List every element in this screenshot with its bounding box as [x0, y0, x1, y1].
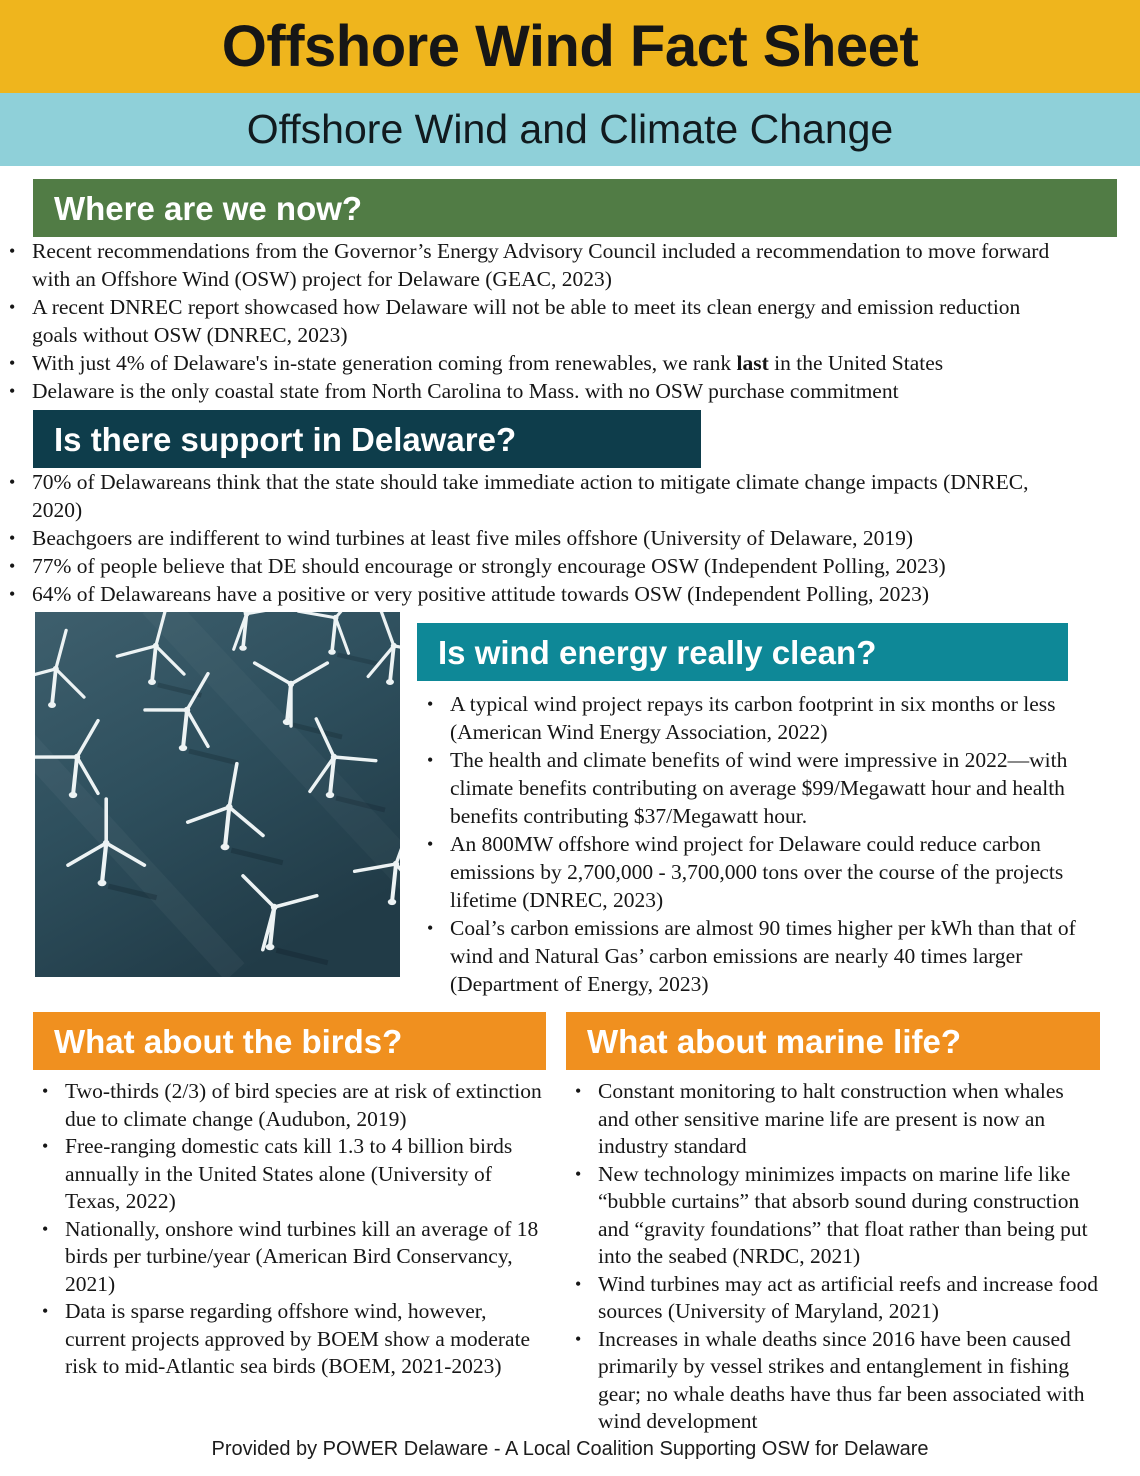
list-item: • A typical wind project repays its carbon footprint in six months or less (American Wind Energy Association, 2022) [418, 690, 1095, 746]
footer-credit: Provided by POWER Delaware - A Local Coalition Supporting OSW for Delaware [211, 1437, 929, 1460]
section-header-support [33, 410, 701, 468]
birds-section [33, 1012, 546, 1436]
list-item: • 70% of Delawareans think that the state should take immediate action to mitigate climate change impacts (DNREC, 2020) [0, 468, 1065, 524]
support-list [0, 468, 1065, 608]
page-subtitle: Offshore Wind and Climate Change [246, 106, 894, 152]
list-item: • Increases in whale deaths since 2016 have been caused primarily by vessel strikes and entanglement in fishing gear; no whale deaths have thus far been associated with wind development [566, 1326, 1100, 1436]
where-now-list [0, 237, 1065, 405]
offshore-wind-farm-photo [35, 612, 400, 977]
subtitle-band [0, 93, 1140, 166]
clean-energy-section [417, 612, 1095, 998]
list-item: • Coal’s carbon emissions are almost 90 times higher per kWh than that of wind and Natural Gas’ carbon emissions are nearly 40 times larger (Department of Energy, 2023) [418, 914, 1095, 998]
list-item: • Data is sparse regarding offshore wind, however, current projects approved by BOEM show a moderate risk to mid-Atlantic sea birds (BOEM, 2021-2023) [33, 1298, 546, 1381]
list-item: • An 800MW offshore wind project for Delaware could reduce carbon emissions by 2,700,000 - 3,700,000 tons over the course of the projects lifetime (DNREC, 2023) [418, 830, 1095, 914]
list-item: • Constant monitoring to halt construction when whales and other sensitive marine life are present is now an industry standard [566, 1078, 1100, 1161]
birds-list [33, 1078, 546, 1381]
section-header-birds [33, 1012, 546, 1070]
bottom-row [33, 1012, 1100, 1436]
section-header-marine [566, 1012, 1100, 1070]
list-item: • Free-ranging domestic cats kill 1.3 to 4 billion birds annually in the United States alone (University of Texas, 2022) [33, 1133, 546, 1216]
section-title: Is wind energy really clean? [438, 633, 877, 671]
list-item: • Beachgoers are indifferent to wind turbines at least five miles offshore (University of Delaware, 2019) [0, 524, 1065, 552]
list-item: • Two-thirds (2/3) of bird species are at risk of extinction due to climate change (Audubon, 2019) [33, 1078, 546, 1133]
list-item: • New technology minimizes impacts on marine life like “bubble curtains” that absorb sound during construction and “gravity foundations” that float rather than being put into the seabed (NRDC, 2021) [566, 1161, 1100, 1271]
section-header-clean [417, 623, 1068, 681]
list-item: • The health and climate benefits of wind were impressive in 2022—with climate benefits contributing on average $99/Megawatt hour and health benefits contributing $37/Megawatt hour. [418, 746, 1095, 830]
section-header-where-now [33, 179, 1117, 237]
section-title: Is there support in Delaware? [54, 420, 517, 458]
list-item: • Wind turbines may act as artificial reefs and increase food sources (University of Maryland, 2021) [566, 1271, 1100, 1326]
list-item: • Delaware is the only coastal state from North Carolina to Mass. with no OSW purchase commitment [0, 377, 1065, 405]
list-item: • With just 4% of Delaware's in-state generation coming from renewables, we rank last in the United States [0, 349, 1065, 377]
middle-row [35, 612, 1095, 998]
clean-energy-list [418, 690, 1095, 998]
section-title: Where are we now? [54, 189, 363, 227]
bold-emphasis: last [736, 351, 769, 375]
list-item: • A recent DNREC report showcased how Delaware will not be able to meet its clean energy and emission reduction goals without OSW (DNREC, 2023) [0, 293, 1065, 349]
list-item: • Nationally, onshore wind turbines kill an average of 18 birds per turbine/year (American Bird Conservancy, 2021) [33, 1216, 546, 1299]
marine-life-list [566, 1078, 1100, 1436]
section-title: What about the birds? [54, 1022, 403, 1060]
list-item: • 77% of people believe that DE should encourage or strongly encourage OSW (Independent Polling, 2023) [0, 552, 1065, 580]
list-item: • Recent recommendations from the Governor’s Energy Advisory Council included a recommendation to move forward with an Offshore Wind (OSW) project for Delaware (GEAC, 2023) [0, 237, 1065, 293]
title-band [0, 0, 1140, 93]
section-title: What about marine life? [587, 1022, 962, 1060]
list-item: • 64% of Delawareans have a positive or very positive attitude towards OSW (Independent Polling, 2023) [0, 580, 1065, 608]
marine-life-section [566, 1012, 1100, 1436]
page-title: Offshore Wind Fact Sheet [221, 13, 919, 79]
